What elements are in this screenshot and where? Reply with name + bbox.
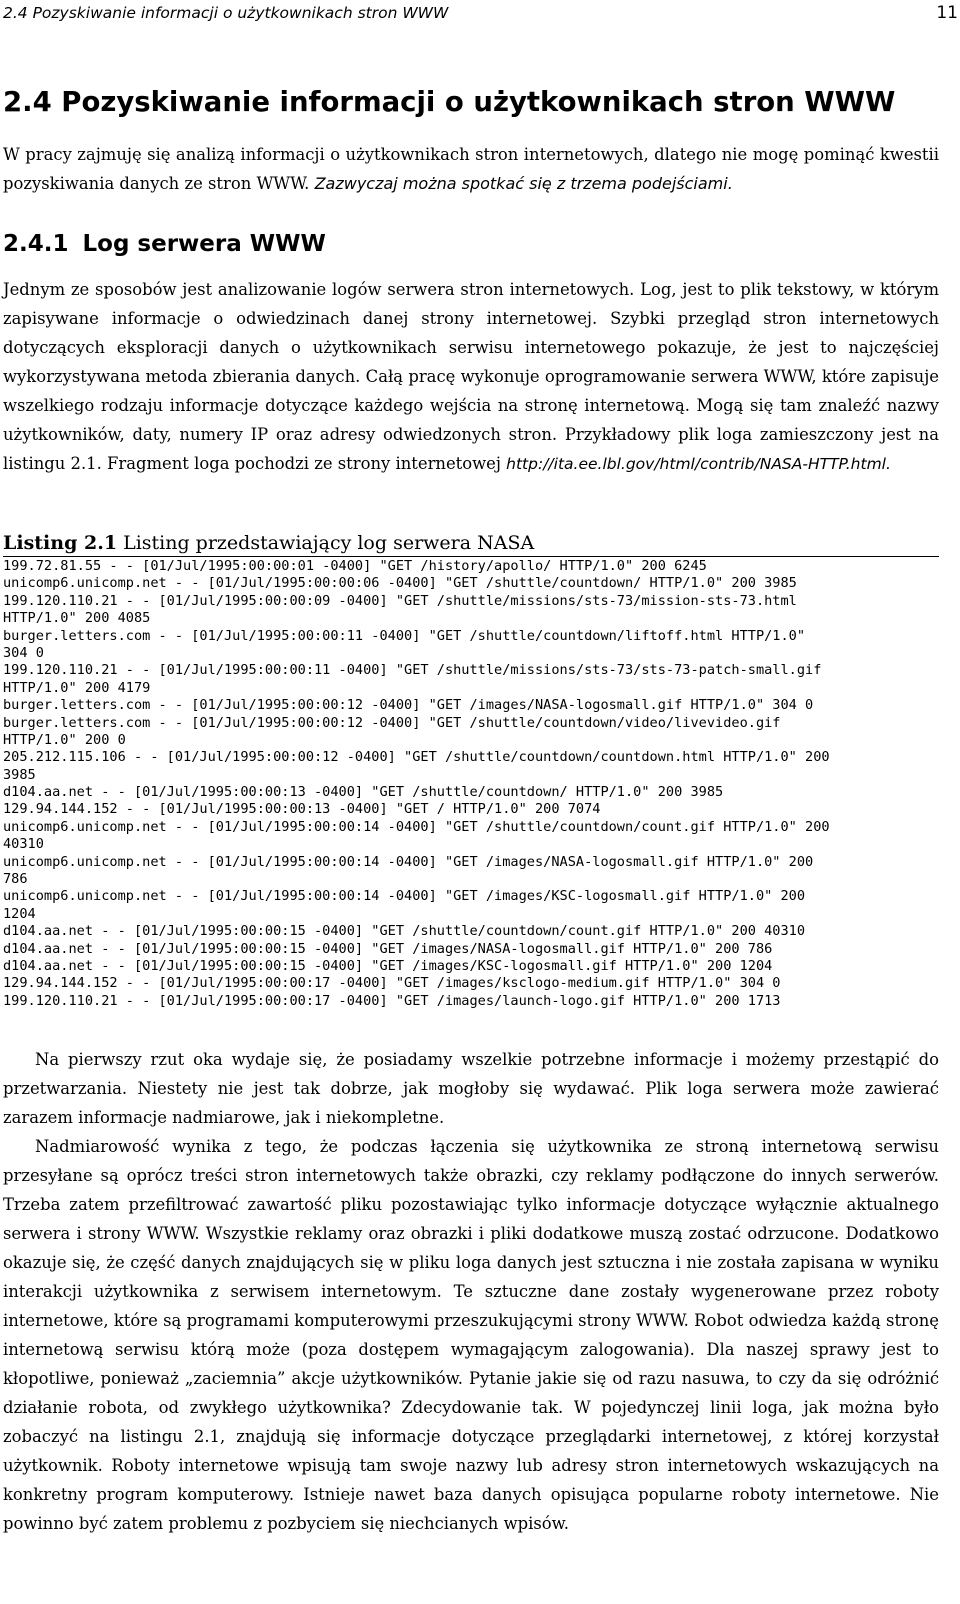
- subsection-heading: [3, 226, 326, 262]
- listing-line: 205.212.115.106 - - [01/Jul/1995:00:00:12 -0400] "GET /shuttle/countdown/countdown.html HTTP/1.0" 200: [3, 749, 830, 766]
- paragraph-after-listing-1: Na pierwszy rzut oka wydaje się, że posiadamy wszelkie potrzebne informacje i możemy przestąpić do przetwarzania. Niestety nie jest tak dobrze, jak mogłoby się wydawać. Plik loga serwera może zawierać zarazem informacje nadmiarowe, jak i niekompletne.: [3, 1050, 939, 1127]
- subsection-title-text: Log serwera WWW: [82, 231, 326, 257]
- listing-code-block: [3, 558, 939, 1010]
- listing-line: burger.letters.com - - [01/Jul/1995:00:00:12 -0400] "GET /images/NASA-logosmall.gif HTTP/1.0" 304 0: [3, 697, 814, 714]
- listing-line: 199.120.110.21 - - [01/Jul/1995:00:00:17 -0400] "GET /images/launch-logo.gif HTTP/1.0" 200 1713: [3, 992, 781, 1009]
- listing-line: burger.letters.com - - [01/Jul/1995:00:00:11 -0400] "GET /shuttle/countdown/liftoff.html HTTP/1.0": [3, 627, 806, 644]
- listing-line: 304 0: [3, 644, 44, 661]
- log-paragraph-text: Jednym ze sposobów jest analizowanie logów serwera stron internetowych. Log, jest to plik tekstowy, w którym zapisywane informacje o odwiedzinach danej strony internetowej. Szybki przegląd stron internetowych dotyczących eksploracji danych o użytkownikach serwisu internetowego pokazuje, że jest to najczęściej wykorzystywana metoda zbierania danych. Całą pracę wykonuje oprogramowanie serwera WWW, które zapisuje wszelkiego rodzaju informacje dotyczące każdego wejścia na stronę internetową. Mogą się tam znaleźć nazwy użytkowników, daty, numery IP oraz adresy odwiedzonych stron. Przykładowy plik loga zamieszczony jest na listingu 2.1. Fragment loga pochodzi ze strony internetowej: [3, 280, 939, 473]
- listing-line: d104.aa.net - - [01/Jul/1995:00:00:15 -0400] "GET /shuttle/countdown/count.gif HTTP/1.0" 200 40310: [3, 923, 806, 940]
- listing-top-rule: [3, 556, 939, 557]
- log-paragraph: [3, 275, 939, 479]
- listing-line: d104.aa.net - - [01/Jul/1995:00:00:13 -0400] "GET /shuttle/countdown/ HTTP/1.0" 200 3985: [3, 784, 724, 801]
- listing-line: 129.94.144.152 - - [01/Jul/1995:00:00:13 -0400] "GET / HTTP/1.0" 200 7074: [3, 801, 601, 818]
- listing-caption: [3, 527, 939, 559]
- listing-line: 199.120.110.21 - - [01/Jul/1995:00:00:09 -0400] "GET /shuttle/missions/sts-73/mission-sts-73.html: [3, 592, 797, 609]
- running-header-title: 2.4 Pozyskiwanie informacji o użytkownikach stron WWW: [3, 4, 449, 22]
- running-header: [3, 0, 958, 26]
- listing-line: 786: [3, 871, 28, 888]
- listing-line: 199.72.81.55 - - [01/Jul/1995:00:00:01 -0400] "GET /history/apollo/ HTTP/1.0" 200 6245: [3, 558, 707, 574]
- intro-sans-sentence: Zazwyczaj można spotkać się z trzema podejściami.: [314, 174, 733, 193]
- section-heading: 2.4 Pozyskiwanie informacji o użytkownikach stron WWW: [3, 86, 896, 118]
- listing-line: 40310: [3, 836, 44, 853]
- listing-line: burger.letters.com - - [01/Jul/1995:00:00:12 -0400] "GET /shuttle/countdown/video/livevideo.gif: [3, 714, 781, 731]
- section-intro-paragraph: [3, 140, 939, 198]
- listing-line: 199.120.110.21 - - [01/Jul/1995:00:00:11 -0400] "GET /shuttle/missions/sts-73/sts-73-patch-small.gif: [3, 662, 822, 679]
- listing-caption-text: Listing przedstawiający log serwera NASA: [117, 532, 535, 554]
- listing-line: HTTP/1.0" 200 0: [3, 731, 126, 748]
- listing-line: unicomp6.unicomp.net - - [01/Jul/1995:00:00:06 -0400] "GET /shuttle/countdown/ HTTP/1.0" 200 3985: [3, 575, 797, 592]
- listing-line: 1204: [3, 905, 36, 922]
- listing-line: unicomp6.unicomp.net - - [01/Jul/1995:00:00:14 -0400] "GET /images/NASA-logosmall.gif HTTP/1.0" 200: [3, 853, 814, 870]
- listing-line: unicomp6.unicomp.net - - [01/Jul/1995:00:00:14 -0400] "GET /shuttle/countdown/count.gif HTTP/1.0" 200: [3, 818, 830, 835]
- paragraph-after-listing-2: Nadmiarowość wynika z tego, że podczas łączenia się użytkownika ze stroną internetową serwisu przesyłane są oprócz treści stron internetowych także obrazki, czy reklamy podłączone do innych serwerów. Trzeba zatem przefiltrować zawartość pliku pozostawiając tylko informacje dotyczące wyłącznie aktualnego serwera i strony WWW. Wszystkie reklamy oraz obrazki i pliki dodatkowe muszą zostać odrzucone. Dodatkowo okazuje się, że część danych znajdujących się w pliku loga danych jest sztuczna i nie została zapisana w wyniku interakcji użytkownika z serwisem internetowym. Te sztuczne dane zostały wygenerowane przez roboty internetowe, które są programami komputerowymi przeszukującymi strony WWW. Robot odwiedza każdą stronę internetową serwisu którą może (poza dostępem wymagającym zalogowania). Dla naszej sprawy jest to kłopotliwe, ponieważ „zaciemnia” akcje użytkowników. Pytanie jakie się od razu nasuwa, to czy da się odróżnić działanie robota, od zwykłego użytkownika? Zdecydowanie tak. W pojedynczej linii loga, jak można było zobaczyć na listingu 2.1, znajdują się informacje dotyczące przeglądarki internetowej, z której korzystał użytkownik. Roboty internetowe wpisują tam swoje nazwy lub adresy stron internetowych wskazujących na konkretny program komputerowy. Istnieje nawet baza danych opisująca popularne roboty internetowe. Nie powinno być zatem problemu z pozbyciem się niechcianych wpisów.: [3, 1137, 939, 1533]
- listing-line: d104.aa.net - - [01/Jul/1995:00:00:15 -0400] "GET /images/NASA-logosmall.gif HTTP/1.0" 200 786: [3, 940, 773, 957]
- listing-line: 3985: [3, 766, 36, 783]
- source-url-text: http://ita.ee.lbl.gov/html/contrib/NASA-HTTP.html.: [506, 455, 891, 473]
- listing-line: unicomp6.unicomp.net - - [01/Jul/1995:00:00:14 -0400] "GET /images/KSC-logosmall.gif HTTP/1.0" 200: [3, 888, 806, 905]
- page-number: 11: [936, 3, 958, 23]
- listing-line: HTTP/1.0" 200 4085: [3, 610, 151, 627]
- listing-label: Listing 2.1: [3, 532, 118, 554]
- listing-line: 129.94.144.152 - - [01/Jul/1995:00:00:17 -0400] "GET /images/ksclogo-medium.gif HTTP/1.0" 304 0: [3, 975, 781, 992]
- listing-line: HTTP/1.0" 200 4179: [3, 679, 151, 696]
- subsection-number: 2.4.1: [3, 231, 69, 257]
- intro-text: W pracy zajmuję się analizą informacji o użytkownikach stron internetowych, dlatego nie mogę pominąć kwestii pozyskiwania danych ze stron WWW.: [3, 145, 939, 193]
- listing-line: d104.aa.net - - [01/Jul/1995:00:00:15 -0400] "GET /images/KSC-logosmall.gif HTTP/1.0" 200 1204: [3, 957, 773, 974]
